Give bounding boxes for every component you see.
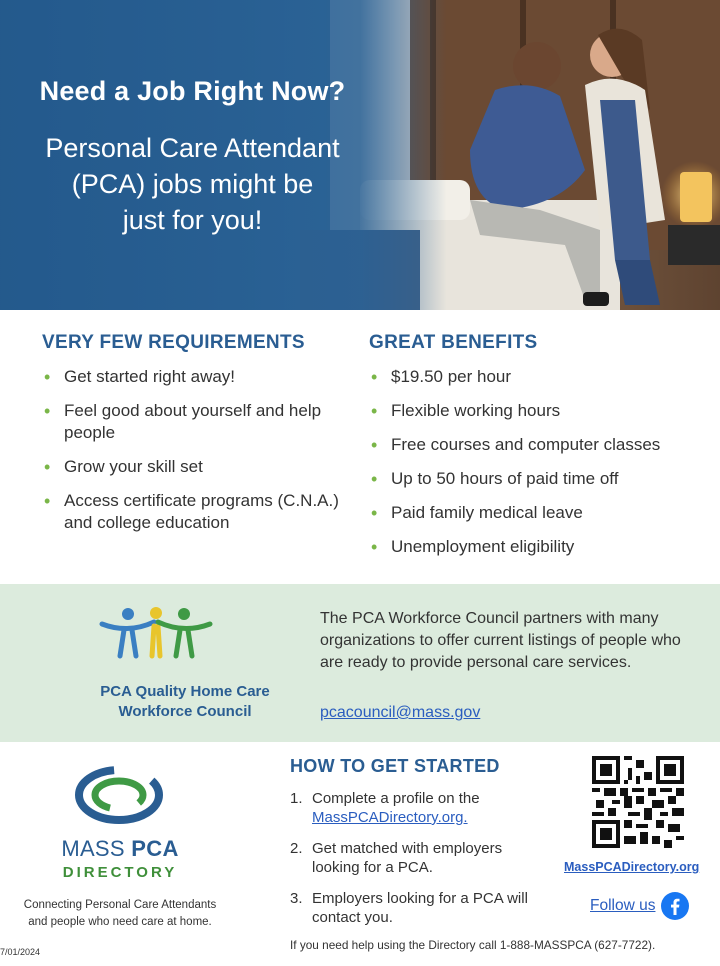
list-item: • Get started right away! [42, 366, 342, 388]
directory-qr-link[interactable]: MassPCADirectory.org [564, 860, 700, 874]
council-name-line: Workforce Council [118, 703, 252, 720]
hero-subtitle [0, 130, 385, 238]
step-text: Employers looking for a PCA will contact you. [312, 890, 528, 926]
list-item: • Access certificate programs (C.N.A.) and college education [42, 490, 342, 534]
step-text: Get matched with employers looking for a PCA. [312, 840, 503, 876]
hero-subtitle-line: Personal Care Attendant [45, 133, 340, 163]
footer-date: 7/01/2024 [0, 947, 41, 957]
follow-us-label[interactable]: Follow us [590, 897, 656, 914]
directory-name-bold: PCA [131, 836, 179, 861]
list-item [290, 789, 540, 827]
list-item: • $19.50 per hour [369, 366, 714, 388]
how-to-heading: HOW TO GET STARTED [290, 756, 500, 776]
step-text: Complete a profile on the [312, 790, 480, 807]
council-name-line: PCA Quality Home Care [100, 683, 270, 700]
hero-banner [0, 0, 720, 310]
list-item: • Flexible working hours [369, 400, 714, 422]
directory-link[interactable]: MassPCADirectory.org. [312, 809, 468, 826]
hero-text [0, 0, 385, 310]
requirements-heading: VERY FEW REQUIREMENTS [42, 332, 305, 353]
directory-logo-icon [74, 766, 164, 824]
hero-subtitle-line: just for you! [122, 205, 263, 235]
directory-tagline [0, 897, 240, 931]
hero-title: Need a Job Right Now? [39, 76, 346, 106]
list-item [290, 839, 540, 877]
list-item [290, 889, 540, 927]
directory-tagline-line: Connecting Personal Care Attendants [23, 899, 217, 911]
list-item: • Free courses and computer classes [369, 434, 714, 456]
benefits-list [369, 366, 714, 558]
directory-name [0, 836, 240, 862]
qr-code-icon[interactable] [592, 756, 684, 848]
list-item: • Unemployment eligibility [369, 536, 714, 558]
council-description: The PCA Workforce Council partners with many organizations to offer current listings of people who are ready to provide personal care services. [320, 610, 681, 671]
directory-tagline-line: and people who need care at home. [28, 916, 212, 928]
hero-subtitle-line: (PCA) jobs might be [71, 169, 314, 199]
directory-subname: DIRECTORY [62, 864, 178, 881]
people-logo-icon [98, 604, 214, 660]
follow-us-button[interactable] [590, 892, 689, 920]
step-number: 3. [290, 890, 303, 907]
how-to-steps [290, 789, 540, 927]
bottom-section [0, 742, 720, 966]
directory-name-light: MASS [61, 836, 132, 861]
list-item: • Feel good about yourself and help people [42, 400, 342, 444]
list-item: • Grow your skill set [42, 456, 342, 478]
requirements-benefits-section [0, 310, 720, 584]
list-item: • Paid family medical leave [369, 502, 714, 524]
facebook-icon[interactable] [661, 892, 689, 920]
list-item: • Up to 50 hours of paid time off [369, 468, 714, 490]
benefits-heading: GREAT BENEFITS [369, 332, 538, 353]
council-name [40, 682, 330, 722]
step-number: 2. [290, 840, 303, 857]
council-section [0, 584, 720, 742]
council-email-link[interactable]: pcacouncil@mass.gov [320, 704, 481, 721]
step-number: 1. [290, 790, 303, 807]
requirements-list [42, 366, 342, 534]
help-line: If you need help using the Directory call 1-888-MASSPCA (627-7722). [290, 938, 656, 952]
